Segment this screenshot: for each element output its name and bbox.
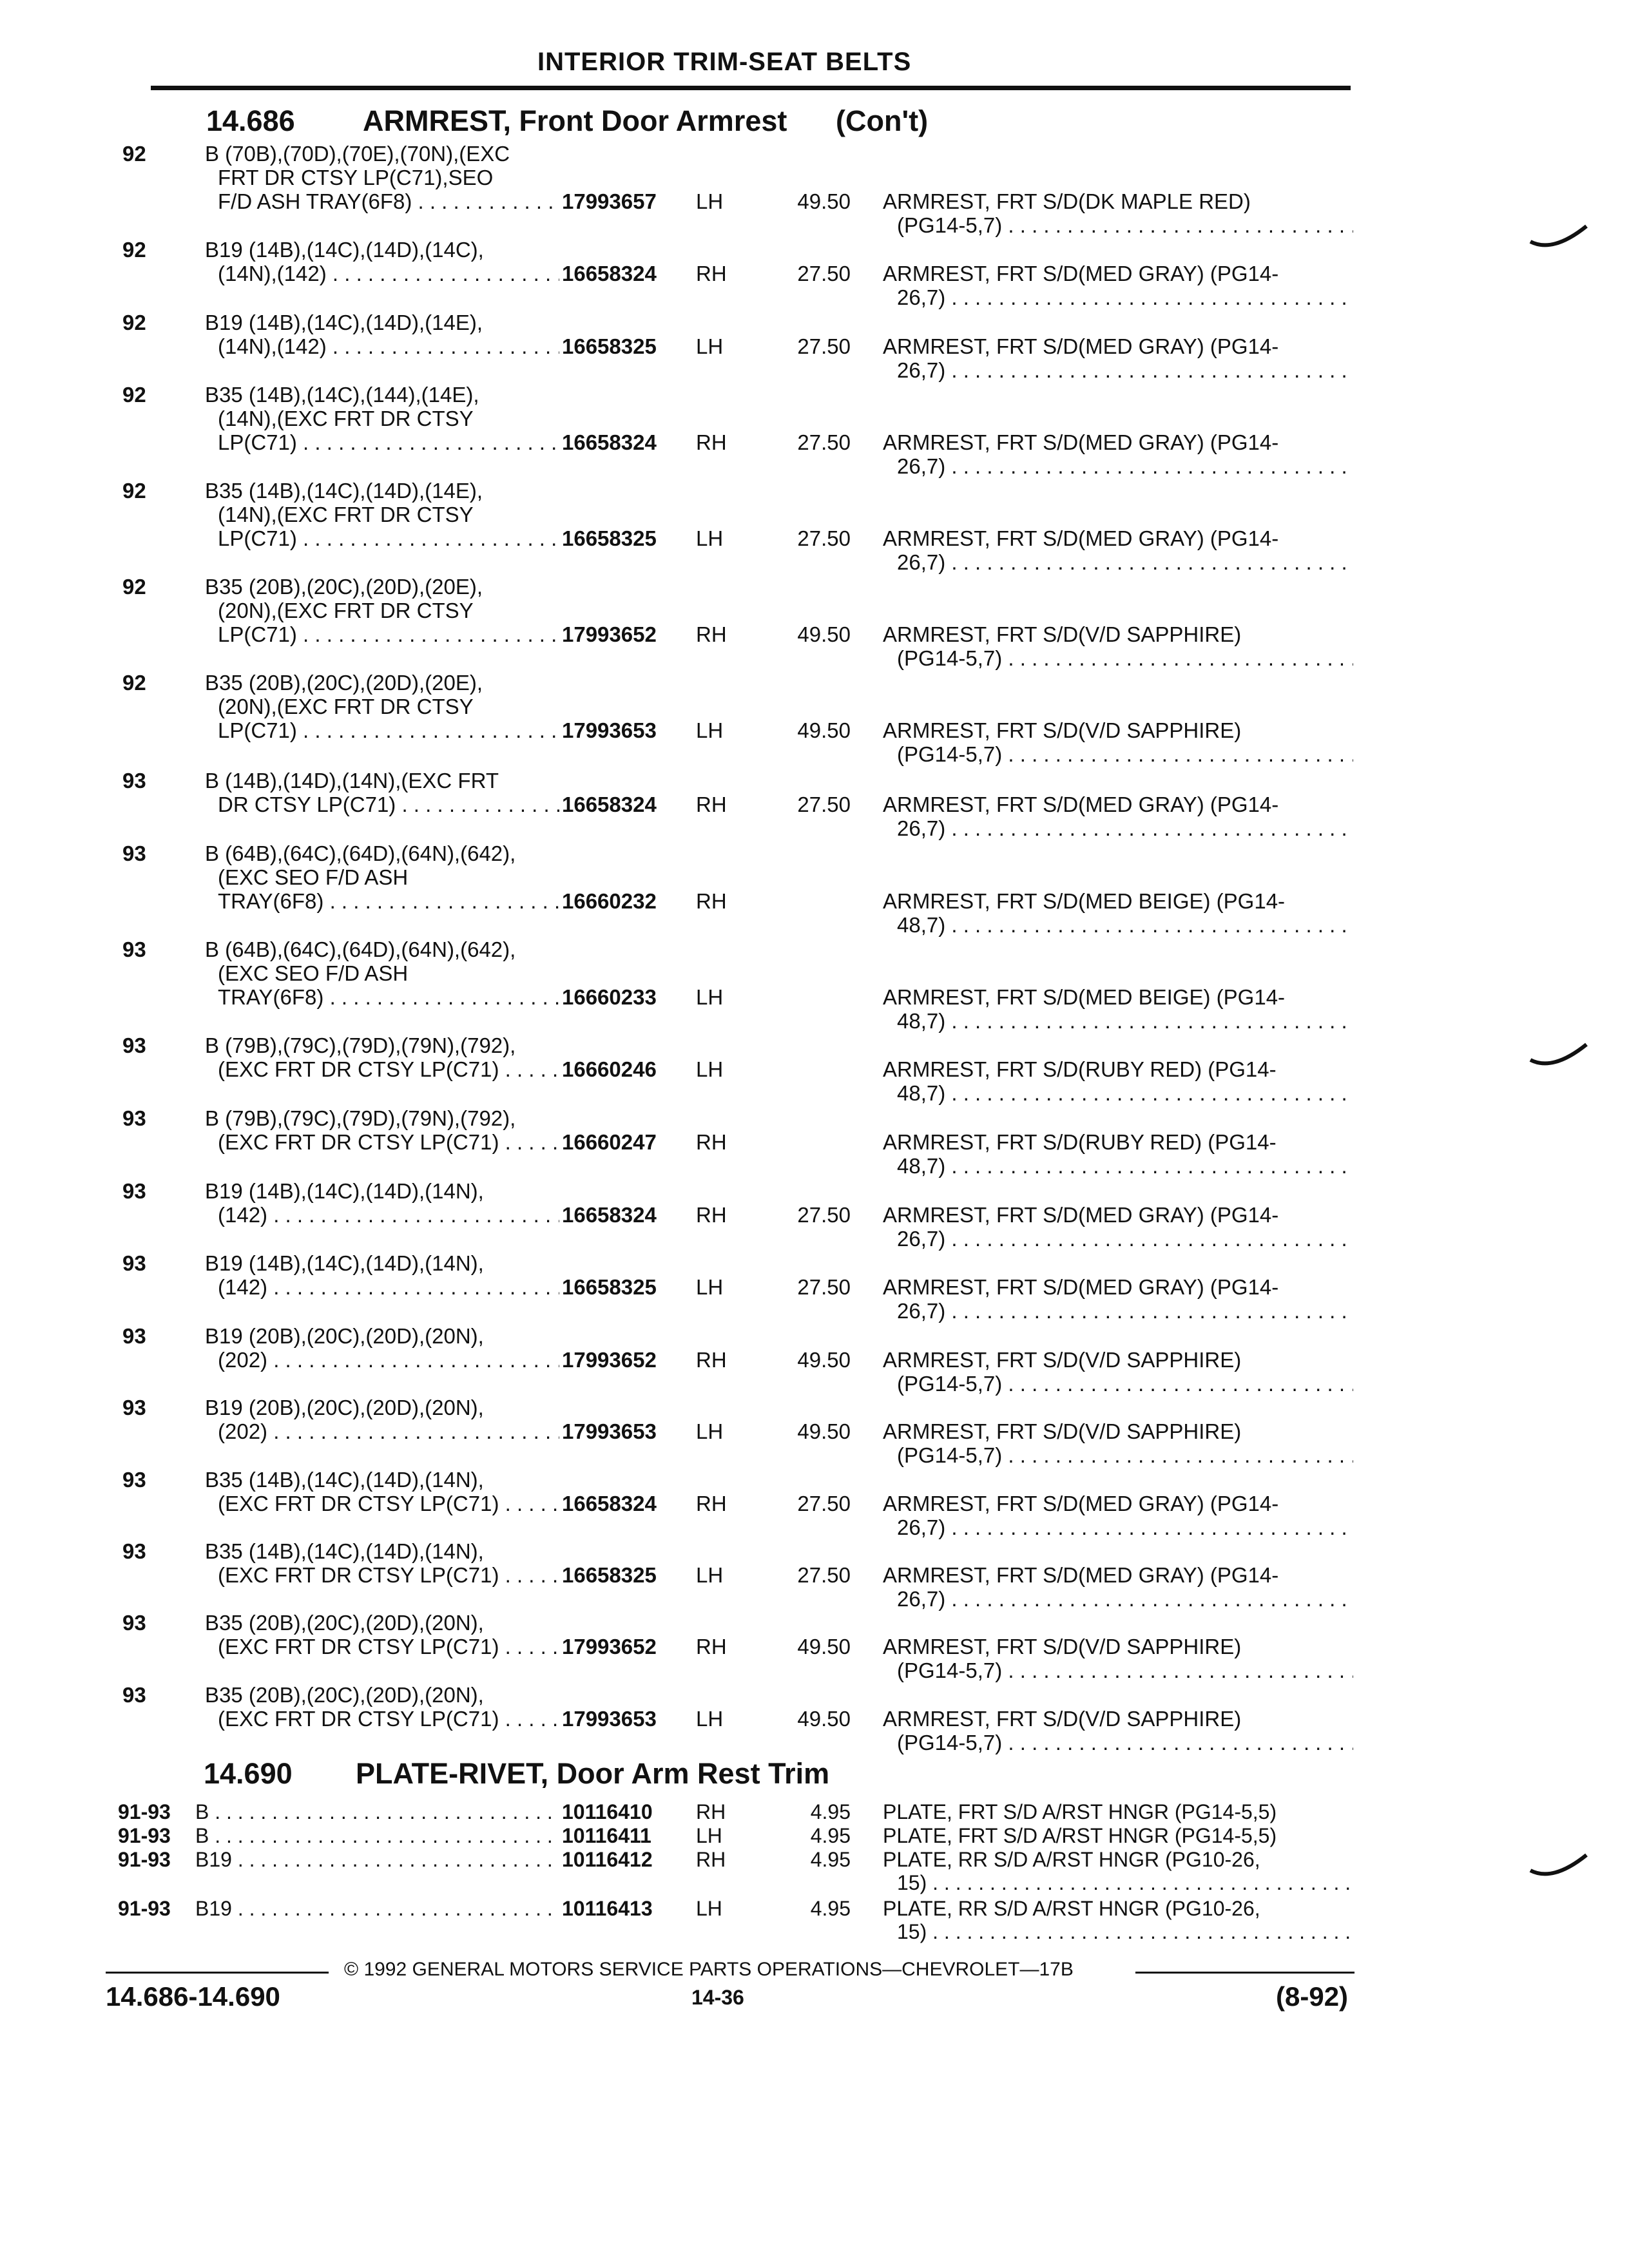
part-name-line: ARMREST, FRT S/D(MED BEIGE) (PG14-	[883, 889, 1286, 913]
side-code: RH	[696, 1635, 727, 1658]
application-description	[195, 1897, 559, 1920]
part-name	[883, 793, 1353, 840]
section-title: PLATE-RIVET, Door Arm Rest Trim	[356, 1757, 830, 1790]
figure-number: 92	[122, 383, 146, 407]
application-description	[195, 1848, 559, 1871]
part-name	[883, 1824, 1353, 1847]
description-line: B19 . . .	[195, 1897, 559, 1920]
description-line: (20N),(EXC FRT DR CTSY	[218, 695, 474, 718]
figure-number: 91-93	[118, 1848, 171, 1871]
side-code: LH	[696, 718, 724, 742]
application-description	[205, 671, 559, 742]
part-name	[883, 262, 1353, 309]
description-line: (EXC SEO F/D ASH	[218, 961, 409, 985]
part-name-line: PLATE, FRT S/D A/RST HNGR (PG14-5,5)	[883, 1824, 1277, 1847]
part-name-line: ARMREST, FRT S/D(MED GRAY) (PG14-	[883, 1492, 1279, 1515]
description-line: LP(C71) . . .	[205, 526, 559, 550]
part-name-line: ARMREST, FRT S/D(MED GRAY) (PG14-	[883, 1203, 1279, 1227]
part-name-line: 26,7) . . .	[883, 358, 1353, 382]
description-line: B19 (14B),(14C),(14D),(14N),	[205, 1251, 484, 1275]
list-price: 49.50	[797, 1707, 851, 1731]
description-line: FRT DR CTSY LP(C71),SEO	[218, 166, 494, 189]
description-line: B35 (20B),(20C),(20D),(20E),	[205, 575, 483, 599]
list-price: 4.95	[810, 1848, 851, 1871]
description-line: (202) . . .	[205, 1348, 559, 1372]
list-price: 27.50	[797, 262, 851, 285]
part-name-line: ARMREST, FRT S/D(V/D SAPPHIRE)	[883, 1707, 1242, 1731]
description-line: F/D ASH TRAY(6F8) . . .	[205, 189, 559, 213]
description-line: (14N),(142) . . .	[205, 262, 559, 285]
description-line: B35 (14B),(14C),(14D),(14N),	[205, 1539, 484, 1563]
part-number: 10116410	[562, 1800, 653, 1823]
application-description	[205, 769, 559, 816]
list-price: 27.50	[797, 1275, 851, 1299]
description-line: (14N),(142) . . .	[205, 334, 559, 358]
section-number: 14.686	[206, 104, 295, 137]
side-code: LH	[696, 1419, 724, 1443]
side-code: LH	[696, 1563, 724, 1587]
part-name-line: 26,7) . . .	[883, 1587, 1353, 1611]
description-line: TRAY(6F8) . . .	[205, 985, 559, 1009]
application-description	[205, 311, 559, 358]
description-line: B (79B),(79C),(79D),(79N),(792),	[205, 1106, 516, 1130]
application-description	[205, 1396, 559, 1443]
part-number: 16658324	[562, 1203, 657, 1227]
part-number: 16660247	[562, 1130, 657, 1154]
part-name	[883, 189, 1353, 237]
part-name-line: (PG14-5,7) . . .	[883, 213, 1353, 237]
part-name-line: ARMREST, FRT S/D(RUBY RED) (PG14-	[883, 1057, 1277, 1081]
figure-number: 92	[122, 311, 146, 334]
side-code: RH	[696, 622, 727, 646]
part-name	[883, 1800, 1353, 1823]
footer-rule-right	[1135, 1972, 1354, 1974]
side-code: LH	[696, 1057, 724, 1081]
part-number: 16658324	[562, 262, 657, 285]
part-name-line: PLATE, RR S/D A/RST HNGR (PG10-26,	[883, 1897, 1260, 1920]
part-name	[883, 985, 1353, 1033]
list-price: 27.50	[797, 526, 851, 550]
list-price: 27.50	[797, 430, 851, 454]
description-line: B (64B),(64C),(64D),(64N),(642),	[205, 937, 516, 961]
part-number: 17993653	[562, 1707, 657, 1731]
description-line: B19 (14B),(14C),(14D),(14E),	[205, 311, 483, 334]
list-price: 27.50	[797, 1563, 851, 1587]
part-number: 16658325	[562, 526, 657, 550]
part-name	[883, 1635, 1353, 1682]
description-line: (142) . . .	[205, 1203, 559, 1227]
list-price: 27.50	[797, 334, 851, 358]
part-name	[883, 1275, 1353, 1323]
description-line: B19 (20B),(20C),(20D),(20N),	[205, 1396, 484, 1419]
part-number: 17993657	[562, 189, 657, 213]
section-continued: (Con't)	[836, 104, 929, 137]
side-code: RH	[696, 889, 727, 913]
application-description	[205, 1106, 559, 1154]
side-code: RH	[696, 1203, 727, 1227]
part-name	[883, 1057, 1353, 1105]
part-number: 17993653	[562, 1419, 657, 1443]
copyright-notice: © 1992 GENERAL MOTORS SERVICE PARTS OPERATIONS—CHEVROLET—17B	[344, 1959, 1074, 1980]
part-name-line: 26,7) . . .	[883, 454, 1353, 478]
list-price: 49.50	[797, 1635, 851, 1658]
side-code: RH	[696, 1348, 727, 1372]
figure-number: 92	[122, 142, 146, 166]
list-price: 49.50	[797, 1348, 851, 1372]
description-line: B35 (20B),(20C),(20D),(20N),	[205, 1611, 484, 1635]
part-name	[883, 622, 1353, 670]
part-name	[883, 1707, 1353, 1754]
description-line: B35 (20B),(20C),(20D),(20N),	[205, 1683, 484, 1707]
part-name-line: (PG14-5,7) . . .	[883, 742, 1353, 766]
description-line: B35 (14B),(14C),(14D),(14E),	[205, 479, 483, 503]
figure-number: 93	[122, 1611, 146, 1635]
part-number: 16658325	[562, 1563, 657, 1587]
part-name-line: ARMREST, FRT S/D(MED GRAY) (PG14-	[883, 1275, 1279, 1299]
part-name-line: 26,7) . . .	[883, 1227, 1353, 1251]
side-code: RH	[696, 1800, 726, 1823]
side-code: LH	[696, 334, 724, 358]
figure-number: 91-93	[118, 1800, 171, 1823]
figure-number: 92	[122, 238, 146, 262]
part-number: 16658324	[562, 1492, 657, 1515]
side-code: LH	[696, 1707, 724, 1731]
check-mark	[1527, 222, 1592, 261]
description-line: B35 (14B),(14C),(14D),(14N),	[205, 1468, 484, 1492]
part-name-line: ARMREST, FRT S/D(V/D SAPPHIRE)	[883, 622, 1242, 646]
application-description	[205, 1539, 559, 1587]
description-line: LP(C71) . . .	[205, 718, 559, 742]
title-rule	[151, 86, 1351, 90]
description-line: (14N),(EXC FRT DR CTSY	[218, 407, 474, 430]
description-line: (EXC FRT DR CTSY LP(C71) . . .	[205, 1563, 559, 1587]
part-name-line: ARMREST, FRT S/D(V/D SAPPHIRE)	[883, 1348, 1242, 1372]
application-description	[205, 1683, 559, 1731]
description-line: B19 (20B),(20C),(20D),(20N),	[205, 1324, 484, 1348]
side-code: LH	[696, 985, 724, 1009]
application-description	[205, 1251, 559, 1299]
side-code: LH	[696, 526, 724, 550]
part-name-line: (PG14-5,7) . . .	[883, 646, 1353, 670]
check-mark	[1527, 1041, 1592, 1079]
revision-date: (8-92)	[1276, 1981, 1349, 2012]
part-name	[883, 526, 1353, 574]
check-mark	[1527, 1851, 1592, 1890]
page-title: INTERIOR TRIM-SEAT BELTS	[537, 48, 912, 76]
part-name	[883, 1848, 1353, 1894]
figure-number: 93	[122, 1539, 146, 1563]
part-name-line: ARMREST, FRT S/D(V/D SAPPHIRE)	[883, 718, 1242, 742]
figure-number: 92	[122, 671, 146, 695]
figure-number: 93	[122, 841, 146, 865]
part-name	[883, 1897, 1353, 1943]
application-description	[205, 383, 559, 454]
part-number: 16658324	[562, 430, 657, 454]
side-code: RH	[696, 1492, 727, 1515]
part-name-line: PLATE, FRT S/D A/RST HNGR (PG14-5,5)	[883, 1800, 1277, 1823]
list-price: 4.95	[810, 1897, 851, 1920]
side-code: LH	[696, 189, 724, 213]
description-line: B (79B),(79C),(79D),(79N),(792),	[205, 1033, 516, 1057]
part-name-line: 48,7) . . .	[883, 1081, 1353, 1105]
description-line: (142) . . .	[205, 1275, 559, 1299]
description-line: LP(C71) . . .	[205, 430, 559, 454]
side-code: LH	[696, 1824, 722, 1847]
description-line: B19 (14B),(14C),(14D),(14N),	[205, 1179, 484, 1203]
part-name-line: 26,7) . . .	[883, 1515, 1353, 1539]
part-name-line: 15) . . .	[883, 1871, 1353, 1894]
figure-number: 92	[122, 479, 146, 503]
part-name-line: ARMREST, FRT S/D(MED GRAY) (PG14-	[883, 262, 1279, 285]
figure-number: 93	[122, 1033, 146, 1057]
side-code: LH	[696, 1275, 724, 1299]
part-name-line: ARMREST, FRT S/D(V/D SAPPHIRE)	[883, 1635, 1242, 1658]
description-line: (EXC FRT DR CTSY LP(C71) . . .	[205, 1635, 559, 1658]
part-number: 16660233	[562, 985, 657, 1009]
part-name-line: 26,7) . . .	[883, 550, 1353, 574]
part-name-line: 48,7) . . .	[883, 1154, 1353, 1178]
part-name-line: ARMREST, FRT S/D(MED GRAY) (PG14-	[883, 793, 1279, 816]
part-number: 17993652	[562, 1348, 657, 1372]
part-number: 17993653	[562, 718, 657, 742]
part-name-line: 48,7) . . .	[883, 913, 1353, 937]
figure-number: 93	[122, 1396, 146, 1419]
application-description	[205, 1033, 559, 1081]
description-line: (EXC FRT DR CTSY LP(C71) . . .	[205, 1707, 559, 1731]
figure-number: 93	[122, 937, 146, 961]
side-code: LH	[696, 1897, 722, 1920]
list-price: 49.50	[797, 1419, 851, 1443]
part-name-line: 26,7) . . .	[883, 285, 1353, 309]
part-name-line: ARMREST, FRT S/D(MED GRAY) (PG14-	[883, 430, 1279, 454]
description-line: (EXC SEO F/D ASH	[218, 865, 409, 889]
application-description	[195, 1824, 559, 1847]
figure-number: 93	[122, 1106, 146, 1130]
part-number: 10116413	[562, 1897, 653, 1920]
description-line: B (14B),(14D),(14N),(EXC FRT	[205, 769, 499, 793]
description-line: B35 (14B),(14C),(144),(14E),	[205, 383, 479, 407]
list-price: 49.50	[797, 189, 851, 213]
part-name	[883, 334, 1353, 382]
part-name-line: (PG14-5,7) . . .	[883, 1443, 1353, 1467]
part-number: 16658325	[562, 1275, 657, 1299]
part-name-line: (PG14-5,7) . . .	[883, 1658, 1353, 1682]
part-number: 16660246	[562, 1057, 657, 1081]
part-number: 17993652	[562, 622, 657, 646]
application-description	[205, 937, 559, 1009]
figure-number: 93	[122, 769, 146, 793]
footer-rule-left	[106, 1972, 329, 1974]
list-price: 49.50	[797, 622, 851, 646]
page-number: 14-36	[691, 1986, 744, 2009]
section-title: ARMREST, Front Door Armrest	[363, 104, 787, 137]
application-description	[205, 479, 559, 550]
description-line: (20N),(EXC FRT DR CTSY	[218, 599, 474, 622]
description-line: B19 (14B),(14C),(14D),(14C),	[205, 238, 484, 262]
part-name	[883, 1563, 1353, 1611]
figure-number: 91-93	[118, 1824, 171, 1847]
part-number: 16658324	[562, 793, 657, 816]
list-price: 4.95	[810, 1800, 851, 1823]
list-price: 27.50	[797, 1492, 851, 1515]
part-name-line: 48,7) . . .	[883, 1009, 1353, 1033]
description-line: B (70B),(70D),(70E),(70N),(EXC	[205, 142, 510, 166]
description-line: (EXC FRT DR CTSY LP(C71) . . .	[205, 1492, 559, 1515]
part-name-line: ARMREST, FRT S/D(MED GRAY) (PG14-	[883, 1563, 1279, 1587]
part-number: 16658325	[562, 334, 657, 358]
description-line: B . . .	[195, 1824, 559, 1847]
description-line: B19 . . .	[195, 1848, 559, 1871]
application-description	[205, 238, 559, 285]
description-line: (EXC FRT DR CTSY LP(C71) . . .	[205, 1130, 559, 1154]
part-name	[883, 718, 1353, 766]
application-description	[205, 142, 559, 213]
figure-number: 93	[122, 1468, 146, 1492]
section-number: 14.690	[204, 1757, 293, 1790]
application-description	[205, 1468, 559, 1515]
part-name-line: ARMREST, FRT S/D(MED GRAY) (PG14-	[883, 526, 1279, 550]
side-code: RH	[696, 1130, 727, 1154]
application-description	[205, 841, 559, 913]
description-line: (202) . . .	[205, 1419, 559, 1443]
part-name-line: PLATE, RR S/D A/RST HNGR (PG10-26,	[883, 1848, 1260, 1871]
figure-number: 91-93	[118, 1897, 171, 1920]
side-code: RH	[696, 430, 727, 454]
part-name	[883, 1348, 1353, 1396]
part-number: 10116412	[562, 1848, 653, 1871]
description-line: (14N),(EXC FRT DR CTSY	[218, 503, 474, 526]
part-name-line: ARMREST, FRT S/D(RUBY RED) (PG14-	[883, 1130, 1277, 1154]
figure-number: 93	[122, 1683, 146, 1707]
description-line: B35 (20B),(20C),(20D),(20E),	[205, 671, 483, 695]
part-number: 10116411	[562, 1824, 651, 1847]
figure-number: 93	[122, 1251, 146, 1275]
figure-number: 92	[122, 575, 146, 599]
part-name	[883, 1419, 1353, 1467]
figure-number: 93	[122, 1179, 146, 1203]
part-name-line: (PG14-5,7) . . .	[883, 1372, 1353, 1396]
part-name	[883, 430, 1353, 478]
description-line: TRAY(6F8) . . .	[205, 889, 559, 913]
part-name-line: 26,7) . . .	[883, 816, 1353, 840]
application-description	[205, 575, 559, 646]
part-name-line: ARMREST, FRT S/D(MED GRAY) (PG14-	[883, 334, 1279, 358]
footer-section-range: 14.686-14.690	[106, 1981, 280, 2012]
part-name	[883, 1130, 1353, 1178]
list-price: 4.95	[810, 1824, 851, 1847]
part-name-line: (PG14-5,7) . . .	[883, 1731, 1353, 1754]
part-number: 16660232	[562, 889, 657, 913]
list-price: 27.50	[797, 793, 851, 816]
description-line: DR CTSY LP(C71) . . .	[205, 793, 559, 816]
description-line: (EXC FRT DR CTSY LP(C71) . . .	[205, 1057, 559, 1081]
application-description	[205, 1324, 559, 1372]
figure-number: 93	[122, 1324, 146, 1348]
part-name-line: ARMREST, FRT S/D(MED BEIGE) (PG14-	[883, 985, 1286, 1009]
application-description	[195, 1800, 559, 1823]
part-number: 17993652	[562, 1635, 657, 1658]
application-description	[205, 1179, 559, 1227]
list-price: 49.50	[797, 718, 851, 742]
side-code: RH	[696, 793, 727, 816]
part-name-line: 15) . . .	[883, 1920, 1353, 1943]
part-name	[883, 1203, 1353, 1251]
part-name-line: 26,7) . . .	[883, 1299, 1353, 1323]
part-name-line: ARMREST, FRT S/D(DK MAPLE RED)	[883, 189, 1251, 213]
part-name	[883, 1492, 1353, 1539]
description-line: B . . .	[195, 1800, 559, 1823]
part-name-line: ARMREST, FRT S/D(V/D SAPPHIRE)	[883, 1419, 1242, 1443]
list-price: 27.50	[797, 1203, 851, 1227]
side-code: RH	[696, 262, 727, 285]
description-line: B (64B),(64C),(64D),(64N),(642),	[205, 841, 516, 865]
part-name	[883, 889, 1353, 937]
description-line: LP(C71) . . .	[205, 622, 559, 646]
side-code: RH	[696, 1848, 726, 1871]
application-description	[205, 1611, 559, 1658]
